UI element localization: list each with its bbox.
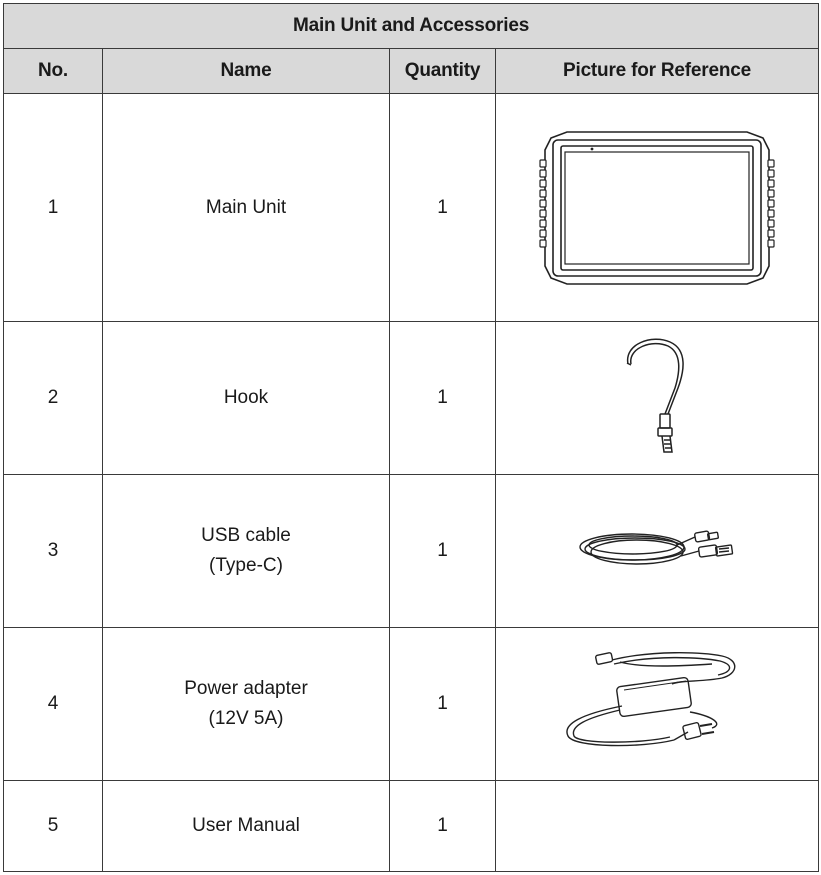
name-line: USB cable — [201, 525, 291, 546]
cell-no: 5 — [4, 781, 103, 872]
cell-name — [103, 781, 390, 872]
cell-quantity: 1 — [390, 628, 496, 781]
cell-picture — [496, 322, 819, 475]
table-row — [4, 781, 819, 872]
name-line: Hook — [223, 387, 269, 408]
cell-name — [103, 475, 390, 628]
accessories-table — [3, 3, 819, 872]
cell-no: 4 — [4, 628, 103, 781]
cell-picture — [496, 94, 819, 322]
header-no: No. — [4, 49, 103, 94]
cell-name — [103, 94, 390, 322]
table-title-row — [4, 4, 819, 49]
cell-no: 3 — [4, 475, 103, 628]
table-row — [4, 94, 819, 322]
name-line: User Manual — [192, 815, 300, 836]
cell-quantity: 1 — [390, 94, 496, 322]
cell-quantity: 1 — [390, 781, 496, 872]
cell-no: 1 — [4, 94, 103, 322]
cell-no: 2 — [4, 322, 103, 475]
cell-picture — [496, 475, 819, 628]
table-row — [4, 475, 819, 628]
power-adapter-icon — [562, 652, 752, 756]
table-header-row — [4, 49, 819, 94]
table-title: Main Unit and Accessories — [4, 4, 819, 49]
cell-quantity: 1 — [390, 475, 496, 628]
table-row — [4, 322, 819, 475]
cell-picture-empty — [496, 781, 819, 872]
cell-name — [103, 628, 390, 781]
name-line: Power adapter — [184, 678, 308, 699]
hook-icon — [622, 336, 692, 460]
usb-cable-icon — [577, 523, 737, 579]
header-quantity: Quantity — [390, 49, 496, 94]
cell-picture — [496, 628, 819, 781]
header-name: Name — [103, 49, 390, 94]
tablet-icon — [537, 130, 777, 286]
cell-quantity: 1 — [390, 322, 496, 475]
name-line: Main Unit — [205, 196, 287, 218]
header-picture: Picture for Reference — [496, 49, 819, 94]
name-line: (12V 5A) — [208, 708, 284, 729]
name-line: (Type-C) — [209, 555, 283, 576]
table-row — [4, 628, 819, 781]
cell-name — [103, 322, 390, 475]
